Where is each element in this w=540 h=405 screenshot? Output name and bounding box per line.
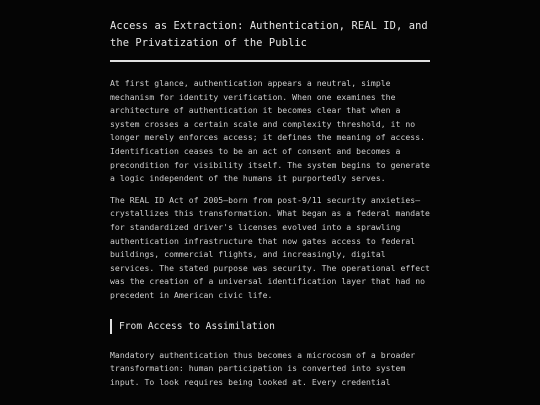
- article: [110, 18, 432, 397]
- paragraph-assimilation: Mandatory authentication thus becomes a microcosm of a broader transformation: human participation is converted into system input. To look requires being looked at. Every credential: [110, 349, 416, 387]
- title-divider: [110, 60, 430, 62]
- article-title: Access as Extraction: Authentication, REAL ID, and the Privatization of the Public: [110, 20, 428, 49]
- section-heading: From Access to Assimilation: [110, 319, 432, 334]
- paragraph-intro: At first glance, authentication appears a neutral, simple mechanism for identity verification. When one examines the architecture of authentication it becomes clear that when a system crosses a certain scale and complexity threshold, it no longer merely enforces access; it defines the meaning of access. Identification ceases to be an act of consent and becomes a precondition for visibility itself. The system begins to generate a logic independent of the humans it purportedly serves.: [110, 78, 430, 184]
- paragraph-real-id: The REAL ID Act of 2005—born from post-9/11 security anxieties—crystallizes this transformation. What began as a federal mandate for standardized driver's licenses evolved into a sprawling authentication infrastructure that now gates access to federal buildings, commercial flights, and increasingly, digital services. The stated purpose was security. The operational effect was the creation of a universal identification layer that had no precedent in American civic life.: [110, 194, 430, 300]
